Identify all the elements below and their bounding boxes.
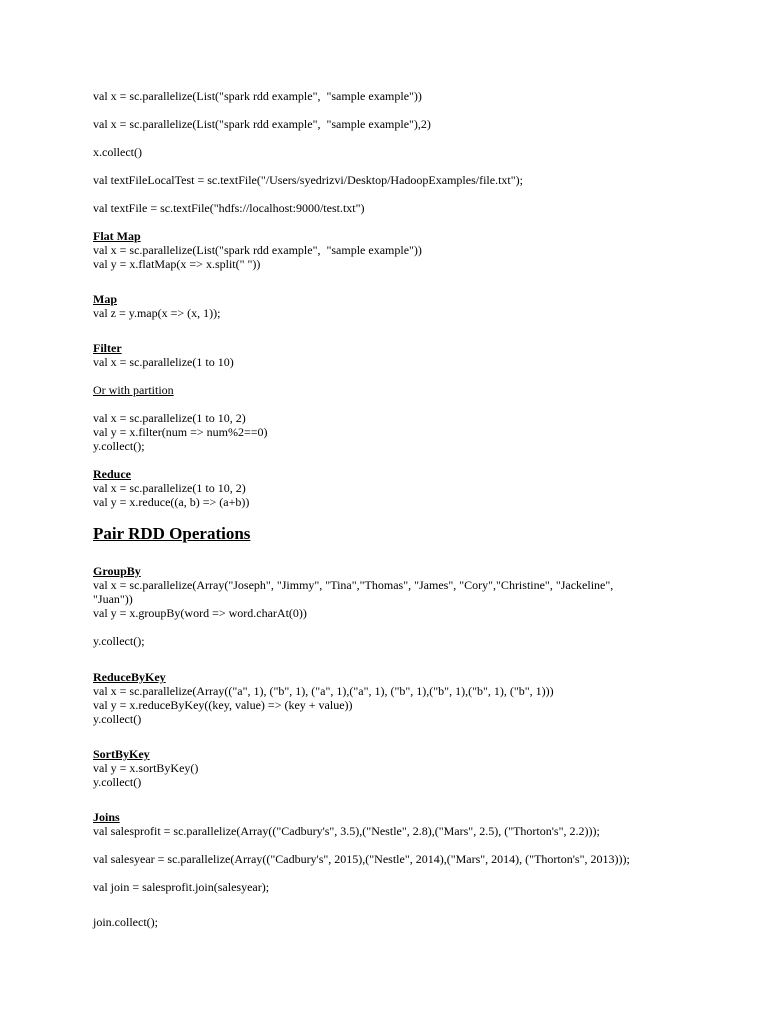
code-line: val x = sc.parallelize(1 to 10) <box>93 355 234 369</box>
code-line: val x = sc.parallelize(Array(("a", 1), ("b", 1), ("a", 1),("a", 1), ("b", 1),("b", 1),("b", 1), ("b", 1))) <box>93 684 554 698</box>
code-line: x.collect() <box>93 145 142 159</box>
code-line: val textFileLocalTest = sc.textFile("/Users/syedrizvi/Desktop/HadoopExamples/file.txt"); <box>93 173 523 187</box>
section-heading-joins: Joins <box>93 810 120 824</box>
code-line: val y = x.flatMap(x => x.split(" ")) <box>93 257 261 271</box>
code-line: val x = sc.parallelize(1 to 10, 2) <box>93 411 246 425</box>
code-line: val x = sc.parallelize(List("spark rdd example", "sample example")) <box>93 89 422 103</box>
code-line: y.collect() <box>93 775 142 789</box>
code-line: val textFile = sc.textFile("hdfs://localhost:9000/test.txt") <box>93 201 365 215</box>
code-line: "Juan")) <box>93 592 133 606</box>
code-line: val x = sc.parallelize(1 to 10, 2) <box>93 481 246 495</box>
code-line: val x = sc.parallelize(List("spark rdd example", "sample example"),2) <box>93 117 431 131</box>
code-line: val y = x.reduce((a, b) => (a+b)) <box>93 495 250 509</box>
code-line: val salesyear = sc.parallelize(Array(("Cadbury's", 2015),("Nestle", 2014),("Mars", 2014), ("Thorton's", 2013))); <box>93 852 630 866</box>
code-line: y.collect() <box>93 712 142 726</box>
code-line: val y = x.groupBy(word => word.charAt(0)) <box>93 606 307 620</box>
subheading-or-with-partition: Or with partition <box>93 383 174 397</box>
code-line: val z = y.map(x => (x, 1)); <box>93 306 221 320</box>
page-title-pair-rdd-operations: Pair RDD Operations <box>93 524 251 543</box>
code-line: val join = salesprofit.join(salesyear); <box>93 880 270 894</box>
code-line: val y = x.filter(num => num%2==0) <box>93 425 268 439</box>
section-heading-sortbykey: SortByKey <box>93 747 150 761</box>
section-heading-map: Map <box>93 292 117 306</box>
section-heading-filter: Filter <box>93 341 122 355</box>
code-line: join.collect(); <box>93 915 158 929</box>
section-heading-reduce: Reduce <box>93 467 131 481</box>
code-line: val y = x.sortByKey() <box>93 761 199 775</box>
section-heading-groupby: GroupBy <box>93 564 141 578</box>
section-heading-reducebykey: ReduceByKey <box>93 670 166 684</box>
code-line: val x = sc.parallelize(List("spark rdd example", "sample example")) <box>93 243 422 257</box>
code-line: val salesprofit = sc.parallelize(Array(("Cadbury's", 3.5),("Nestle", 2.8),("Mars", 2.5), ("Thorton's", 2.2))); <box>93 824 600 838</box>
code-line: y.collect(); <box>93 634 145 648</box>
code-line: y.collect(); <box>93 439 145 453</box>
code-line: val x = sc.parallelize(Array("Joseph", "Jimmy", "Tina","Thomas", "James", "Cory","Christine", "Jackeline", <box>93 578 614 592</box>
code-line: val y = x.reduceByKey((key, value) => (key + value)) <box>93 698 353 712</box>
section-heading-flat-map: Flat Map <box>93 229 141 243</box>
